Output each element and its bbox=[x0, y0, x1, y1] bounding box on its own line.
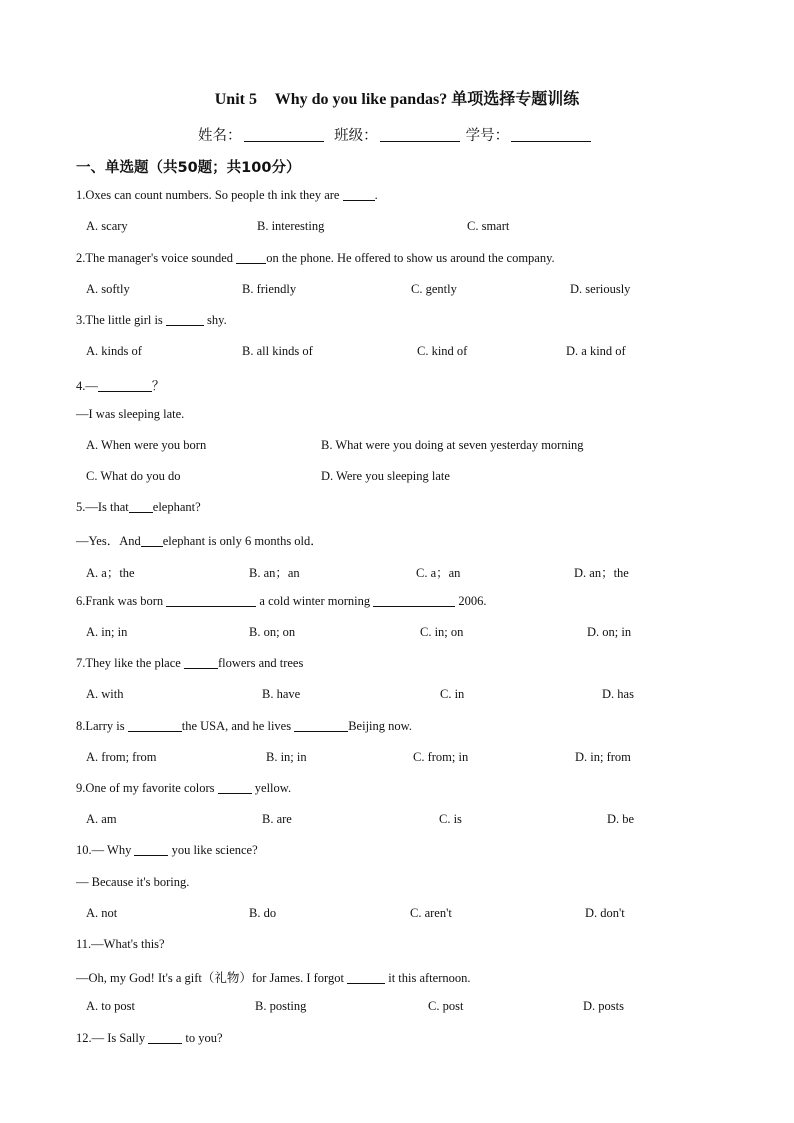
option-c[interactable]: C. What do you do bbox=[86, 469, 181, 483]
answer-blank[interactable] bbox=[129, 500, 153, 513]
answer-blank[interactable] bbox=[141, 534, 163, 547]
answer-blank[interactable] bbox=[343, 188, 375, 201]
number-field[interactable] bbox=[511, 127, 591, 142]
name-label: 姓名： bbox=[198, 128, 242, 144]
answer-blank[interactable] bbox=[128, 719, 182, 732]
option-b[interactable]: B. What were you doing at seven yesterday morning bbox=[321, 438, 584, 452]
answer-blank[interactable] bbox=[148, 1031, 182, 1044]
option-b[interactable]: B. do bbox=[249, 906, 277, 920]
question-3-stem: 3.The little girl is shy. bbox=[76, 313, 227, 327]
question-11-reply: —Oh, my God! It's a gift（礼物）for James. I forgot it this afternoon. bbox=[76, 971, 471, 985]
option-a[interactable]: A. from; from bbox=[86, 750, 157, 764]
option-b[interactable]: B. have bbox=[262, 687, 301, 701]
title-suffix: 单项选择专题训练 bbox=[451, 91, 580, 108]
option-d[interactable]: D. seriously bbox=[570, 282, 631, 296]
option-c[interactable]: C. post bbox=[428, 999, 464, 1013]
option-a[interactable]: A. scary bbox=[86, 219, 128, 233]
option-d[interactable]: D. posts bbox=[583, 999, 624, 1013]
option-b[interactable]: B. are bbox=[262, 812, 292, 826]
option-c[interactable]: C. in bbox=[440, 687, 465, 701]
answer-blank[interactable] bbox=[294, 719, 348, 732]
page-title bbox=[0, 86, 794, 109]
option-a[interactable]: A. not bbox=[86, 906, 118, 920]
option-d[interactable]: D. in; from bbox=[575, 750, 631, 764]
option-d[interactable]: D. an；the bbox=[574, 566, 629, 580]
option-c[interactable]: C. aren't bbox=[410, 906, 452, 920]
title-unit: Unit 5 bbox=[214, 91, 257, 108]
answer-blank[interactable] bbox=[184, 656, 218, 669]
option-d[interactable]: D. don't bbox=[585, 906, 625, 920]
answer-blank[interactable] bbox=[373, 594, 455, 607]
option-b[interactable]: B. posting bbox=[255, 999, 307, 1013]
answer-blank[interactable] bbox=[166, 594, 256, 607]
option-c[interactable]: C. gently bbox=[411, 282, 457, 296]
option-a[interactable]: A. am bbox=[86, 812, 117, 826]
option-b[interactable]: B. in; in bbox=[266, 750, 307, 764]
student-info-row bbox=[198, 124, 597, 145]
title-topic: Why do you like pandas? bbox=[274, 91, 448, 108]
question-6-stem: 6.Frank was born a cold winter morning 2006. bbox=[76, 594, 487, 608]
answer-blank[interactable] bbox=[134, 843, 168, 856]
question-8-stem: 8.Larry is the USA, and he lives Beijing now. bbox=[76, 719, 412, 733]
option-c[interactable]: C. from; in bbox=[413, 750, 469, 764]
answer-blank[interactable] bbox=[236, 251, 266, 264]
class-label: 班级： bbox=[334, 128, 378, 144]
question-5-stem: 5.—Is that elephant? bbox=[76, 500, 201, 514]
answer-blank[interactable] bbox=[98, 379, 152, 392]
option-b[interactable]: B. on; on bbox=[249, 625, 296, 639]
option-b[interactable]: B. interesting bbox=[257, 219, 325, 233]
option-d[interactable]: D. a kind of bbox=[566, 344, 626, 358]
option-b[interactable]: B. friendly bbox=[242, 282, 297, 296]
option-d[interactable]: D. has bbox=[602, 687, 634, 701]
name-field[interactable] bbox=[244, 127, 324, 142]
section-heading: 一、单选题（共50题；共100分） bbox=[76, 160, 301, 176]
option-d[interactable]: D. Were you sleeping late bbox=[321, 469, 450, 483]
question-9-stem: 9.One of my favorite colors yellow. bbox=[76, 781, 292, 795]
number-label: 学号： bbox=[465, 128, 510, 144]
option-b[interactable]: B. an；an bbox=[249, 566, 300, 580]
option-d[interactable]: D. on; in bbox=[587, 625, 632, 639]
question-10-stem: 10.— Why you like science? bbox=[76, 843, 258, 857]
option-d[interactable]: D. be bbox=[607, 812, 635, 826]
question-7-stem: 7.They like the place flowers and trees bbox=[76, 656, 304, 670]
option-a[interactable]: A. to post bbox=[86, 999, 135, 1013]
question-10-reply: — Because it's boring. bbox=[76, 875, 190, 889]
option-a[interactable]: A. in; in bbox=[86, 625, 128, 639]
option-a[interactable]: A. with bbox=[86, 687, 124, 701]
option-c[interactable]: C. a；an bbox=[416, 566, 461, 580]
question-11-stem: 11.—What's this? bbox=[76, 937, 165, 951]
question-1-stem: 1.Oxes can count numbers. So people th ink they are . bbox=[76, 188, 378, 202]
answer-blank[interactable] bbox=[347, 971, 385, 984]
option-c[interactable]: C. in; on bbox=[420, 625, 464, 639]
option-a[interactable]: A. When were you born bbox=[86, 438, 207, 452]
question-12-stem: 12.— Is Sally to you? bbox=[76, 1031, 223, 1045]
option-b[interactable]: B. all kinds of bbox=[242, 344, 313, 358]
option-c[interactable]: C. smart bbox=[467, 219, 510, 233]
class-field[interactable] bbox=[380, 127, 460, 142]
option-a[interactable]: A. softly bbox=[86, 282, 130, 296]
question-4-stem: 4.— ？ bbox=[76, 379, 165, 393]
answer-blank[interactable] bbox=[218, 781, 252, 794]
question-5-reply: —Yes．And elephant is only 6 months old． bbox=[76, 534, 323, 548]
option-c[interactable]: C. is bbox=[439, 812, 462, 826]
option-c[interactable]: C. kind of bbox=[417, 344, 468, 358]
option-a[interactable]: A. a；the bbox=[86, 566, 135, 580]
answer-blank[interactable] bbox=[166, 313, 204, 326]
question-4-reply: —I was sleeping late. bbox=[76, 407, 185, 421]
question-2-stem: 2.The manager's voice sounded on the phone. He offered to show us around the company. bbox=[76, 251, 555, 265]
option-a[interactable]: A. kinds of bbox=[86, 344, 142, 358]
